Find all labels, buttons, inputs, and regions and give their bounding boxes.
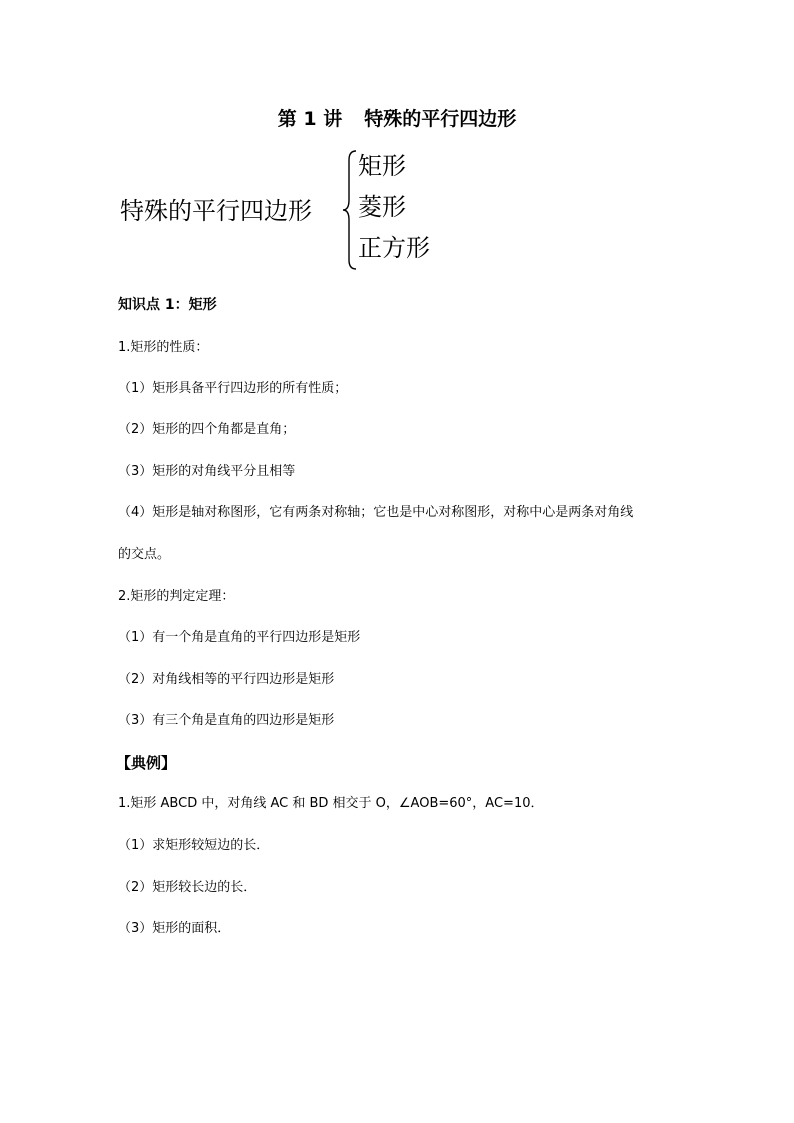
classification-item-rhombus: 菱形 (358, 193, 406, 221)
example-heading: 【典例】 (116, 754, 177, 772)
classification-item-square: 正方形 (358, 234, 430, 262)
page-title (0, 104, 794, 131)
example-problem: 1.矩形 ABCD 中，对角线 AC 和 BD 相交于 O，∠AOB=60°，AC=10． (118, 796, 544, 811)
lesson-number: 第 1 讲 (277, 108, 343, 130)
classification-main: 特殊的平行四边形 (120, 197, 312, 225)
property-item: （2）矩形的四个角都是直角； (118, 422, 296, 437)
criteria-item: （1）有一个角是直角的平行四边形是矩形 (118, 630, 361, 645)
criteria-item: （3）有三个角是直角的四边形是矩形 (118, 713, 335, 728)
example-question: （3）矩形的面积． (118, 921, 231, 936)
criteria-title: 2.矩形的判定定理： (118, 589, 235, 604)
criteria-item: （2）对角线相等的平行四边形是矩形 (118, 672, 335, 687)
property-item: （1）矩形具备平行四边形的所有性质； (118, 381, 348, 396)
example-question: （1）求矩形较短边的长． (118, 838, 270, 853)
classification-diagram (120, 148, 480, 272)
section-heading: 知识点 1：矩形 (118, 297, 217, 313)
example-question: （2）矩形较长边的长． (118, 880, 257, 895)
property-item: （3）矩形的对角线平分且相等 (118, 464, 296, 479)
property-item-continued: 的交点。 (118, 547, 171, 562)
lesson-topic: 特殊的平行四边形 (364, 108, 517, 130)
classification-items (358, 148, 430, 271)
curly-brace-icon (340, 148, 360, 272)
classification-item-rectangle: 矩形 (358, 152, 406, 180)
properties-title: 1.矩形的性质： (118, 340, 209, 355)
property-item: （4）矩形是轴对称图形，它有两条对称轴；它也是中心对称图形，对称中心是两条对角线 (118, 505, 634, 520)
